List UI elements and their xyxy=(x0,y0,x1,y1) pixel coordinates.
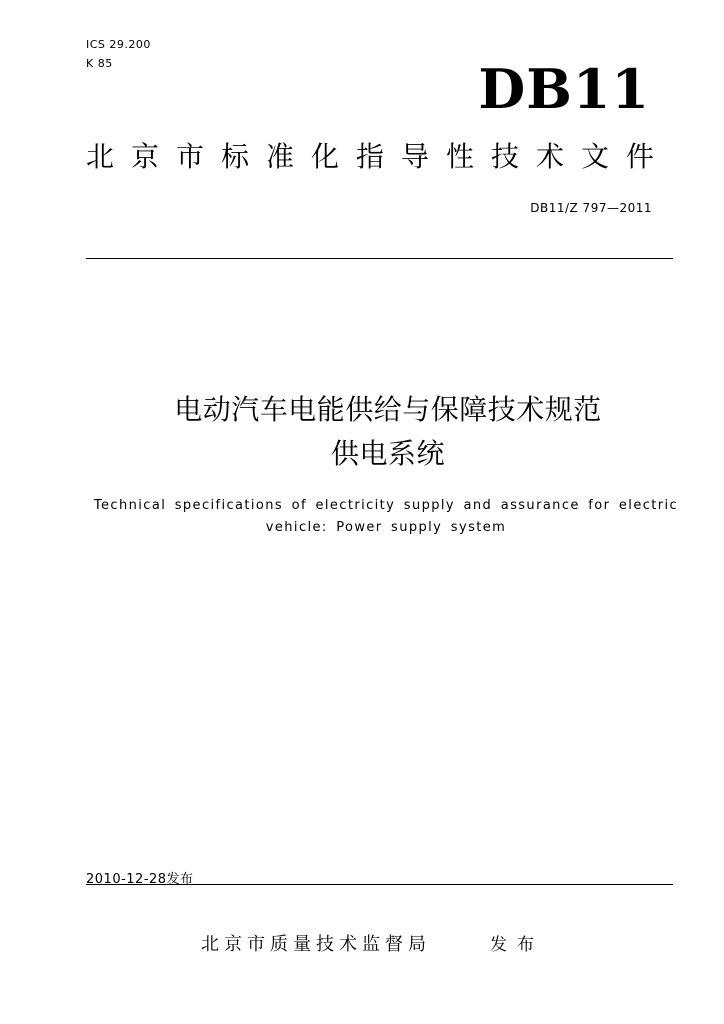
header-divider xyxy=(86,258,673,259)
category-code: K 85 xyxy=(86,57,113,70)
issue-date: 2010-12-28发布 xyxy=(86,872,194,887)
issuer: 北京市质量技术监督局 xyxy=(201,934,431,955)
publish-label: 发布 xyxy=(490,935,544,955)
document-number: DB11/Z 797—2011 xyxy=(530,201,652,215)
ics-code: ICS 29.200 xyxy=(86,38,151,51)
standard-mark: DB11 xyxy=(478,57,650,121)
title-zh-line2: 供电系统 xyxy=(330,437,445,470)
footer-divider xyxy=(86,884,673,885)
title-zh-line1: 电动汽车电能供给与保障技术规范 xyxy=(174,393,602,426)
title-en: Technical specifications of electricity supply and assurance for electric vehicle: Power supply system xyxy=(93,498,679,535)
organization-line: 北京市标准化指导性技术文件 xyxy=(86,140,672,173)
